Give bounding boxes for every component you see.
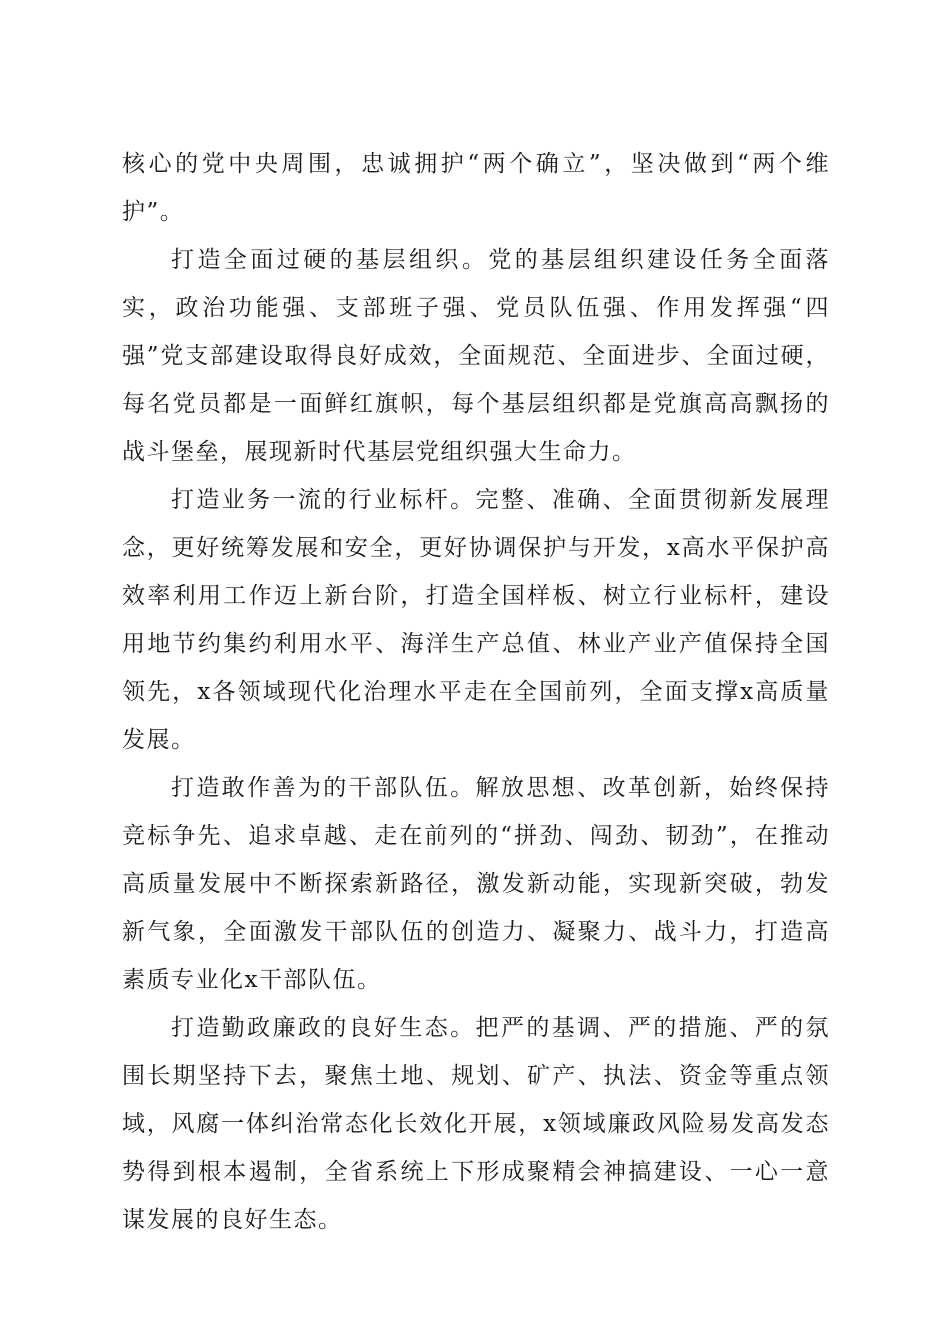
paragraph-grassroots-organization: 打造全面过硬的基层组织。党的基层组织建设任务全面落实，政治功能强、支部班子强、党员队伍强、作用发挥强“四强”党支部建设取得良好成效，全面规范、全面进步、全面过硬，每名党员都是一面鲜红旗帜，每个基层组织都是党旗高高飘扬的战斗堡垒，展现新时代基层党组织强大生命力。 (122, 247, 830, 465)
paragraph-industry-benchmark: 打造业务一流的行业标杆。完整、准确、全面贯彻新发展理念，更好统筹发展和安全，更好协调保护与开发，x高水平保护高效率利用工作迈上新台阶，打造全国样板、树立行业标杆，建设用地节约集约利用水平、海洋生产总值、林业产业产值保持全国领先，x各领域现代化治理水平走在全国前列，全面支撑x高质量发展。 (122, 487, 830, 753)
paragraph-clean-governance: 打造勤政廉政的良好生态。把严的基调、严的措施、严的氛围长期坚持下去，聚焦土地、规划、矿产、执法、资金等重点领域，风腐一体纠治常态化长效化开展，x领域廉政风险易发高发态势得到根本遏制，全省系统上下形成聚精会神搞建设、一心一意谋发展的良好生态。 (122, 1015, 830, 1233)
paragraph-continuation: 核心的党中央周围，忠诚拥护“两个确立”，坚决做到“两个维护”。 (122, 151, 830, 225)
document-body (122, 140, 830, 1244)
paragraph-cadre-team: 打造敢作善为的干部队伍。解放思想、改革创新，始终保持竞标争先、追求卓越、走在前列的“拼劲、闯劲、韧劲”，在推动高质量发展中不断探索新路径，激发新动能，实现新突破，勃发新气象，全面激发干部队伍的创造力、凝聚力、战斗力，打造高素质专业化x干部队伍。 (122, 775, 830, 993)
